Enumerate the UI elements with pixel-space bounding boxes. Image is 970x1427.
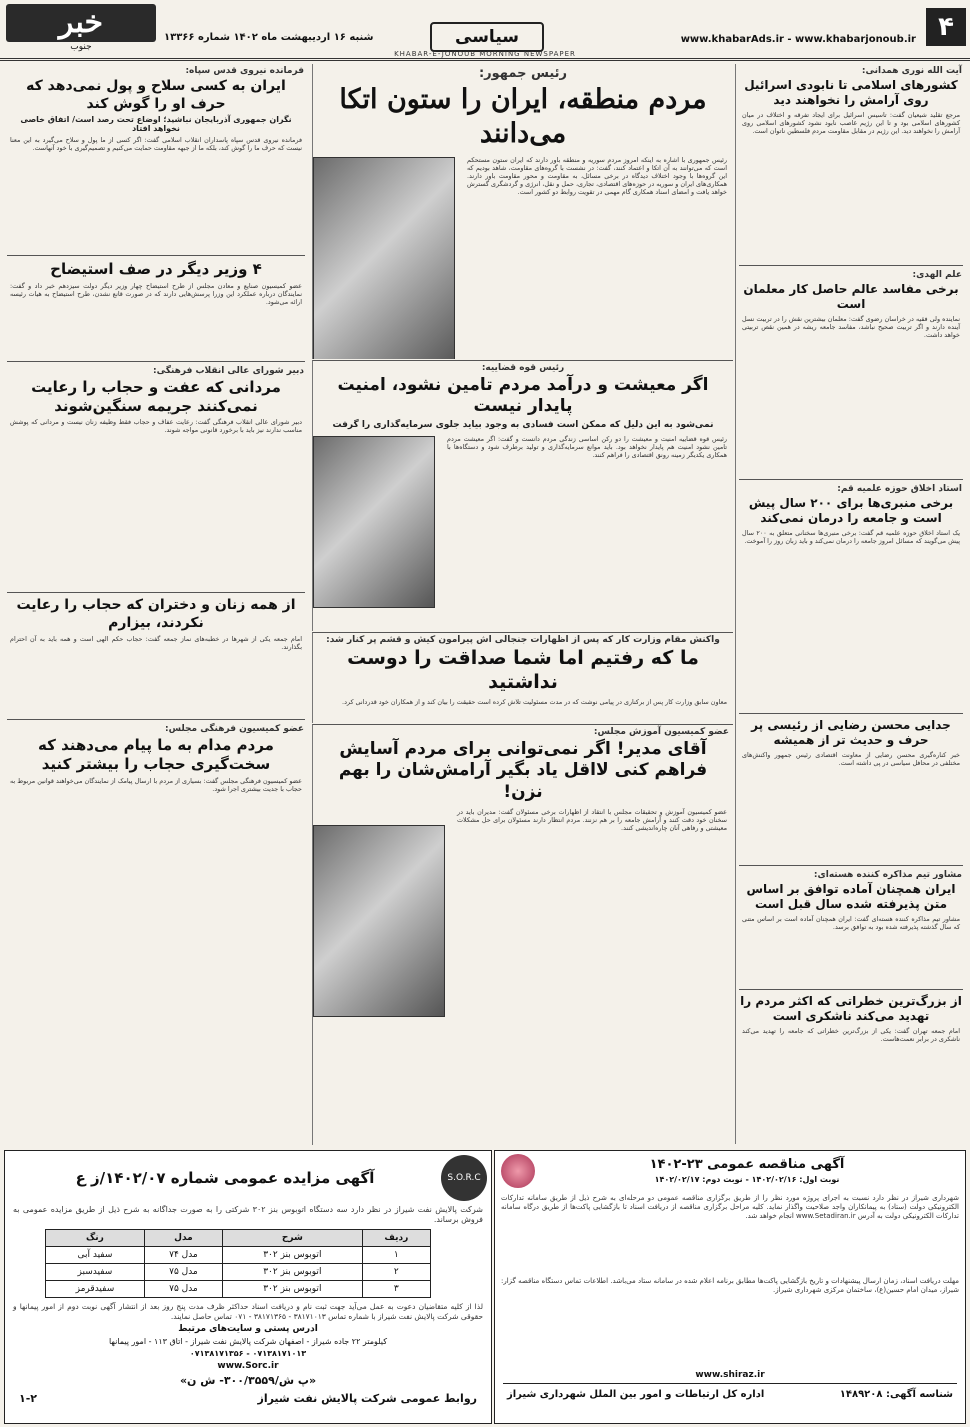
table-cell: مدل ۷۵ xyxy=(144,1281,222,1298)
vehicle-table xyxy=(45,1229,431,1298)
headline: ایران به کسی سلاح و پول نمی‌دهد که حرف او را گوش کند xyxy=(26,78,286,112)
president-photo xyxy=(313,157,455,360)
headline: ما که رفتیم اما شما صداقت را دوست نداشتید xyxy=(347,647,699,693)
kicker: عضو کمیسیون فرهنگی مجلس: xyxy=(165,724,304,735)
article-body: مشاور تیم مذاکره کننده هسته‌ای گفت: ایران همچنان آماده است بر اساس متنی که سال گذشته پذیرفته شده بود به توافق برسد. xyxy=(742,915,960,932)
table-header: رنگ xyxy=(46,1230,145,1247)
main-headline: مردم منطقه، ایران را ستون اتکا می‌دانند xyxy=(339,84,707,149)
ad-footer-code: شناسه آگهی: ۱۴۸۹۲۰۸ xyxy=(839,1389,953,1401)
table-cell: ۲ xyxy=(362,1264,430,1281)
headline: برخی مفاسد عالم حاصل کار معلمان است xyxy=(743,282,959,311)
ad-body: شهرداری شیراز در نظر دارد نسبت به اجرای پروژه مورد نظر را از طریق برگزاری مناقصه عمومی دو مرحله‌ای به شرح ذیل از طریق سامانه تدارکات الکترونیکی دولت (ستاد) به پیمانکاران واجد صلاحیت واگذار نماید. کلیه مراحل برگزاری مناقصه از دریافت اسناد تا بازگشایی پاکت‌ها از طریق درگاه سامانه تدارکات الکترونیکی دولت به آدرس www.Setadiran.ir انجام خواهد شد. xyxy=(501,1194,959,1220)
divider xyxy=(7,719,305,720)
headline: ایران همچنان آماده توافق بر اساس متن پذیرفته شده سال قبل است xyxy=(746,882,956,911)
kicker: علم الهدی: xyxy=(912,270,962,280)
headline: کشورهای اسلامی تا نابودی اسرائیل روی آرامش را نخواهند دید xyxy=(744,78,958,107)
english-title: KHABAR-E-JONOUB MORNING NEWSPAPER xyxy=(394,50,576,58)
kicker: واکنش مقام وزارت کار که پس از اظهارات جنجالی اش پیرامون کیش و قشم پر کنار شد: xyxy=(326,635,720,645)
table-cell: اتوبوس بنز ۳۰۲ xyxy=(223,1247,363,1264)
headline: برخی منبری‌ها برای ۲۰۰ سال پیش است و جامعه را درمان نمی‌کند xyxy=(748,496,954,525)
table-cell: مدل ۷۵ xyxy=(144,1264,222,1281)
education-story xyxy=(312,724,733,1145)
tender-ad xyxy=(494,1150,966,1424)
table-cell: اتوبوس بنز ۳۰۲ xyxy=(223,1264,363,1281)
judiciary-chief-photo xyxy=(313,436,435,608)
table-cell: سفیدسبز xyxy=(46,1264,145,1281)
auction-ad xyxy=(4,1150,492,1424)
divider xyxy=(739,265,963,266)
table-header: ردیف xyxy=(362,1230,430,1247)
ad-footer-code: ۱-۲ xyxy=(19,1391,37,1405)
table-cell: ۱ xyxy=(362,1247,430,1264)
table-header: شرح xyxy=(223,1230,363,1247)
divider xyxy=(739,865,963,866)
headline: اگر معیشت و درآمد مردم تامین نشود، امنیت پایدار نیست xyxy=(337,375,709,417)
kicker: آیت الله نوری همدانی: xyxy=(861,66,962,76)
website-link[interactable]: www.Sorc.ir xyxy=(217,1360,279,1371)
table-header: مدل xyxy=(144,1230,222,1247)
headline: آقای مدیر! اگر نمی‌توانی برای مردم آسایش فراهم کنی لااقل یاد بگیر آرامش‌شان را بهم نزن! xyxy=(338,739,708,802)
table-row xyxy=(46,1264,431,1281)
kicker: فرمانده نیروی قدس سپاه: xyxy=(185,66,304,76)
divider xyxy=(739,713,963,714)
main-story xyxy=(312,64,733,359)
kicker: رئیس جمهور: xyxy=(478,66,568,81)
ad-note: لذا از کلیه متقاضیان دعوت به عمل می‌آید جهت ثبت نام و دریافت اسناد حداکثر ظرف مدت پنج روز بعد از انتشار آگهی نوبت دوم از امور پیمانها و حقوقی شرکت پالایش نفت شیراز با شماره تماس ۳۸۱۷۱۰۱۳ - ۳۸۱۷۱۳۶۵ - ۰۷۱ تماس حاصل نمایند. xyxy=(13,1302,483,1322)
ad-dates: نوبت اول: ۱۴۰۲/۰۲/۱۶ - نوبت دوم: ۱۴۰۲/۰۲/۱۷ xyxy=(654,1175,840,1185)
article-body: یک استاد اخلاق حوزه علمیه قم گفت: برخی منبری‌ها سخنانی متعلق به ۲۰۰ سال پیش می‌گویند که مسائل امروز جامعه را درمان نمی‌کند و باید زبان روز را آموخت. xyxy=(742,529,960,546)
divider xyxy=(739,989,963,990)
ad-footer: اداره کل ارتباطات و امور بین الملل شهرداری شیراز xyxy=(507,1389,765,1401)
article-body: دبیر شورای عالی انقلاب فرهنگی گفت: رعایت عفاف و حجاب فقط وظیفه زنان نیست و مردانی که پوشش مناسب ندارند نیز باید با برخورد قانونی مواجه شوند. xyxy=(10,418,302,435)
judiciary-story xyxy=(312,360,733,631)
divider xyxy=(739,479,963,480)
table-cell: ۳ xyxy=(362,1281,430,1298)
phones: ۰۷۱۳۸۱۷۱۳۵۶ - ۰۷۱۳۸۱۷۱۰۱۳ xyxy=(189,1348,307,1358)
article-body: رئیس قوه قضاییه امنیت و معیشت را دو رکن اساسی زندگی مردم دانست و گفت: اگر معیشت مردم تامین نشود امنیت هم پایدار نخواهد بود. باید موانع سرمایه‌گذاری و تولید برطرف شود و دستگاه‌ها با همکاری یکدیگر زمینه رونق اقتصادی را فراهم کنند. xyxy=(447,434,727,459)
article-body: خبر کناره‌گیری محسن رضایی از معاونت اقتصادی رئیس جمهور واکنش‌های مختلفی در محافل سیاسی در پی داشته است. xyxy=(742,751,960,768)
headline: از همه زنان و دختران که حجاب را رعایت نکردند، بیزارم xyxy=(16,597,296,631)
article-body: امام جمعه یکی از شهرها در خطبه‌های نماز جمعه گفت: حجاب حکم الهی است و همه باید به آن احترام بگذارند. xyxy=(10,635,302,652)
divider xyxy=(7,255,305,256)
parliament-member-photo xyxy=(313,825,445,1017)
ad-title: آگهی مناقصه عمومی ۲۳-۱۴۰۲ xyxy=(649,1156,845,1172)
labor-ministry-story xyxy=(312,632,733,723)
section-label: سیاسی xyxy=(430,22,544,52)
article-body: مرجع تقلید شیعیان گفت: تاسیس اسرائیل برای ایجاد تفرقه و اختلاف در میان کشورهای اسلامی بود و تا این رژیم غاصب نابود نشود کشورهای اسلامی روی آرامش را نخواهند دید. این رژیم در مقابل مقاومت مردم فلسطین ناتوان است. xyxy=(742,111,960,136)
lead: نمی‌شود به این دلیل که ممکن است فسادی به وجود بیاید جلوی سرمایه‌گذاری را گرفت xyxy=(332,419,714,430)
logo-subtitle: جنوب xyxy=(70,42,92,52)
sorc-logo: S.O.R.C xyxy=(441,1155,487,1201)
page-number: ۴ xyxy=(926,8,966,46)
ad-code: «پ ش/۳۰۰/۳۵۵۹- ش ن» xyxy=(179,1374,317,1388)
table-cell: مدل ۷۴ xyxy=(144,1247,222,1264)
article-body: امام جمعه تهران گفت: یکی از بزرگ‌ترین خطراتی که جامعه را تهدید می‌کند ناشکری در برابر نعمت‌هاست. xyxy=(742,1027,960,1044)
address: کیلومتر ۲۲ جاده شیراز - اصفهان شرکت پالایش نفت شیراز - اتاق ۱۱۳ - امور پیمانها xyxy=(108,1336,388,1346)
ad-body-extra: مهلت دریافت اسناد، زمان ارسال پیشنهادات و تاریخ بازگشایی پاکت‌ها مطابق برنامه اعلام شده در سامانه ستاد می‌باشد. اطلاعات تماس دستگاه مناقصه گزار: شیراز، میدان امام حسین(ع)، ساختمان مرکزی شهرداری شیراز. xyxy=(501,1277,959,1294)
divider xyxy=(7,361,305,362)
article-body: عضو کمیسیون آموزش و تحقیقات مجلس با انتقاد از اظهارات برخی مسئولان گفت: مدیران باید در سخنان خود دقت کنند و آرامش جامعه را بر هم نزنند. مردم انتظار دارند مسئولان برای حل مشکلات معیشتی و رفاهی آنان چاره‌اندیشی کنند. xyxy=(457,807,727,833)
ad-footer: روابط عمومی شرکت پالایش نفت شیراز xyxy=(257,1391,477,1405)
shiraz-municipality-logo xyxy=(501,1154,535,1188)
headline: ۴ وزیر دیگر در صف استیضاح xyxy=(50,260,262,278)
divider xyxy=(7,592,305,593)
masthead xyxy=(0,0,970,61)
headline: از بزرگ‌ترین خطراتی که اکثر مردم را تهدید می‌کند ناشکری است xyxy=(740,994,962,1023)
website-link[interactable]: www.shiraz.ir xyxy=(695,1370,765,1380)
kicker: دبیر شورای عالی انقلاب فرهنگی: xyxy=(153,365,304,376)
ad-intro: شرکت پالایش نفت شیراز در نظر دارد سه دستگاه اتوبوس بنز ۳۰۲ شرکتی را به صورت جداگانه به شرح ذیل از طریق مزایده عمومی به فروش برساند. xyxy=(13,1205,483,1225)
headline: جدایی محسن رضایی از رئیسی پر حرف و حدیث تر از همیشه xyxy=(751,718,951,747)
article-body: عضو کمیسیون صنایع و معادن مجلس از طرح استیضاح چهار وزیر دیگر دولت سیزدهم خبر داد و گفت: نمایندگان درباره عملکرد این وزرا پرسش‌هایی دارند که در صورت قانع نشدن، طرح استیضاح به هیات رئیسه ارائه می‌شود. xyxy=(10,281,302,307)
kicker: عضو کمیسیون آموزش مجلس: xyxy=(593,727,729,737)
table-row xyxy=(46,1247,431,1264)
kicker: رئیس قوه قضاییه: xyxy=(481,363,565,373)
headline: مردم مدام به ما پیام می‌دهند که سخت‌گیری حجاب را بیشتر کنید xyxy=(38,736,274,773)
newspaper-logo: خبر xyxy=(6,4,156,42)
table-cell: اتوبوس بنز ۳۰۲ xyxy=(223,1281,363,1298)
table-cell: سفیدقرمز xyxy=(46,1281,145,1298)
kicker: استاد اخلاق حوزه علمیه قم: xyxy=(837,484,962,494)
lead: نگران جمهوری آذربایجان نباشید؛ اوضاع تحت رصد است/ اتفاق خاصی نخواهد افتاد xyxy=(20,115,292,133)
right-column xyxy=(735,64,966,1144)
website-links[interactable]: www.khabarAds.ir - www.khabarjonoub.ir xyxy=(680,34,916,45)
headline: مردانی که عفت و حجاب را رعایت نمی‌کنند جریمه سنگین‌شوند xyxy=(31,377,281,415)
article-body: نماینده ولی فقیه در خراسان رضوی گفت: معلمان بیشترین نقش را در تربیت نسل آینده دارند و اگر تربیت صحیح نباشد، مفاسد جامعه ریشه در همین نقص تربیتی خواهد داشت. xyxy=(742,315,960,340)
issue-date: شنبه ۱۶ اردیبهشت ماه ۱۴۰۲ شماره ۱۳۳۶۶ xyxy=(164,32,374,43)
kicker: مشاور تیم مذاکره کننده هسته‌ای: xyxy=(813,870,962,880)
ad-title: آگهی مزایده عمومی شماره ۱۴۰۲/۰۷/ز ع xyxy=(75,1168,375,1187)
article-body: عضو کمیسیون فرهنگی مجلس گفت: بسیاری از مردم با ارسال پیامک از نمایندگان می‌خواهند قوانین مربوط به حجاب با جدیت بیشتری اجرا شود. xyxy=(10,776,302,793)
left-column xyxy=(4,64,308,1144)
address-title: ادرس پستی و سایت‌های مرتبط xyxy=(178,1323,318,1334)
table-row xyxy=(46,1281,431,1298)
article-body: معاون سابق وزارت کار پس از برکناری در پیامی نوشت که در مدت مسئولیت تلاش کرده است حقیقت را بیان کند و از همکاران خود قدردانی کرد. xyxy=(342,697,727,706)
article-body: فرمانده نیروی قدس سپاه پاسداران انقلاب اسلامی گفت: اگر کسی از ما پول و سلاح می‌گیرد به این معنا نیست که حرف ما را گوش کند، بلکه ما از جبهه مقاومت حمایت می‌کنیم و تصمیم‌گیری با خود آنهاست. xyxy=(10,136,302,153)
table-cell: سفید آبی xyxy=(46,1247,145,1264)
article-body: رئیس جمهوری با اشاره به اینکه امروز مردم سوریه و منطقه باور دارند که ایران ستون مستحکم است که می‌توانند به آن اتکا و اعتماد کنند، گفت: در نشست با گروه‌های مقاومت، شاهد بودیم که این گروه‌ها با وجود اختلاف دیدگاه در برخی مسائل، به مقاومت و محور مقاومت باور دارند. همکاری‌های ایران و سوریه در حوزه‌های اقتصادی، تجاری، حمل و نقل، انرژی و گردشگری گسترش خواهد یافت و امضای اسناد همکاری گام مهمی در تقویت روابط دو کشور است. xyxy=(467,155,727,197)
